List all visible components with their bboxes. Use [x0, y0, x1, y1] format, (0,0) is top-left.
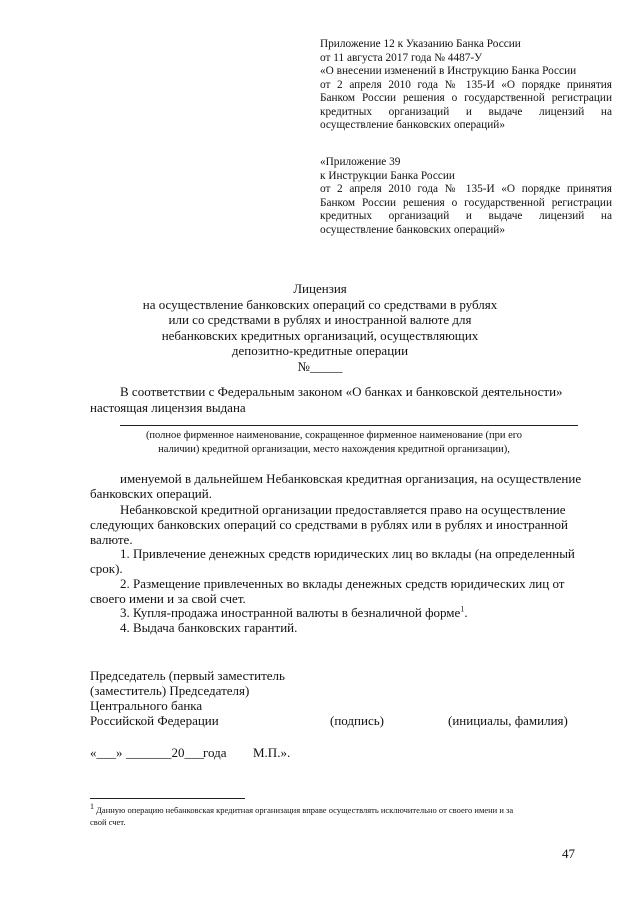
footnote-mark: 1	[90, 802, 94, 812]
signer-line1: Председатель (первый заместитель	[90, 668, 285, 683]
appendix-12-line3: «О внесении изменений в Инструкцию Банка России	[320, 65, 577, 77]
operation-1-line1: 1. Привлечение денежных средств юридических лиц во вклады (на определенный	[120, 546, 575, 561]
intro-line1: В соответствии с Федеральным законом «О банках и банковской деятельности»	[120, 384, 563, 399]
footnote-line1: Данную операцию небанковская кредитная организация вправе осуществлять исключительно от своего имени и за	[96, 805, 514, 815]
operation-1-line2: срок).	[90, 561, 123, 576]
name-caption-line2: наличии) кредитной организации, место нахождения кредитной организации),	[158, 444, 510, 455]
right-para-line1: Небанковской кредитной организации предоставляется право на осуществление	[120, 502, 566, 517]
named-as-line2: банковских операций.	[90, 486, 212, 501]
seal-place: М.П.».	[253, 745, 291, 760]
appendix-39-line3: от 2 апреля 2010 года № 135-И «О порядке принятия	[320, 183, 612, 195]
appendix-12-line2: от 11 августа 2017 года № 4487-У	[320, 51, 483, 64]
operation-2-line1: 2. Размещение привлеченных во вклады денежных средств юридических лиц от	[120, 576, 565, 591]
signer-line4: Российской Федерации	[90, 713, 219, 728]
initials-caption: (инициалы, фамилия)	[448, 713, 568, 728]
operation-3	[120, 605, 468, 621]
appendix-12-line7: осуществление банковских операций»	[320, 119, 505, 131]
named-as-line1: именуемой в дальнейшем Небанковская кредитная организация, на осуществление	[120, 471, 582, 486]
license-number: №_____	[297, 358, 343, 374]
license-title	[90, 281, 550, 374]
date-day: «___»	[90, 745, 123, 760]
name-caption-line1: (полное фирменное наименование, сокращенное фирменное наименование (при его	[145, 430, 523, 441]
footnote-ref: 1	[460, 604, 465, 614]
appendix-39-line6: осуществление банковских операций»	[320, 223, 505, 236]
right-para-line3: валюте.	[90, 532, 133, 547]
appendix-39-line4: Банком России решения о государственной регистрации	[320, 196, 612, 209]
title-line1: Лицензия	[293, 281, 347, 296]
footnote-line2: свой счет.	[90, 817, 126, 827]
signer-line2: (заместитель) Председателя)	[90, 683, 250, 698]
title-line5: депозитно-кредитные операции	[231, 343, 409, 358]
operation-3-text: 3. Купля-продажа иностранной валюты в безналичной форме	[120, 605, 461, 620]
signature-caption: (подпись)	[330, 713, 384, 728]
appendix-12-header	[320, 38, 612, 133]
appendix-39-line2: к Инструкции Банка России	[320, 169, 455, 182]
right-para-line2: следующих банковских операций со средствами в рублях или в рублях и иностранной	[90, 517, 568, 532]
date-month-year: _______20___	[126, 745, 204, 760]
appendix-12-line1: Приложение 12 к Указанию Банка России	[320, 38, 521, 50]
footnote-divider	[90, 798, 245, 799]
appendix-12-line5: Банком России решения о государственной регистрации	[320, 92, 612, 104]
title-line3: или со средствами в рублях и иностранной валюте для	[168, 312, 472, 327]
intro-line2: настоящая лицензия выдана	[90, 400, 246, 415]
date-year-word: года	[203, 745, 227, 760]
title-line2: на осуществление банковских операций со средствами в рублях	[142, 296, 498, 312]
appendix-12-line6: кредитных организаций и выдаче лицензий на	[320, 105, 612, 118]
appendix-39-line1: «Приложение 39	[320, 156, 401, 168]
operation-2-line2: своего имени и за свой счет.	[90, 591, 246, 606]
operation-3-period: .	[464, 605, 468, 620]
appendix-39-header	[320, 156, 612, 237]
appendix-39-line5: кредитных организаций и выдаче лицензий на	[320, 210, 612, 222]
title-line4: небанковских кредитных организаций, осуществляющих	[161, 327, 479, 343]
name-blank-line	[120, 425, 578, 426]
footnote	[90, 804, 585, 828]
signer-line3: Центрального банка	[90, 698, 203, 713]
operation-4: 4. Выдача банковских гарантий.	[120, 620, 298, 635]
page-number: 47	[562, 846, 575, 861]
appendix-12-line4: от 2 апреля 2010 года № 135-И «О порядке принятия	[320, 78, 612, 91]
